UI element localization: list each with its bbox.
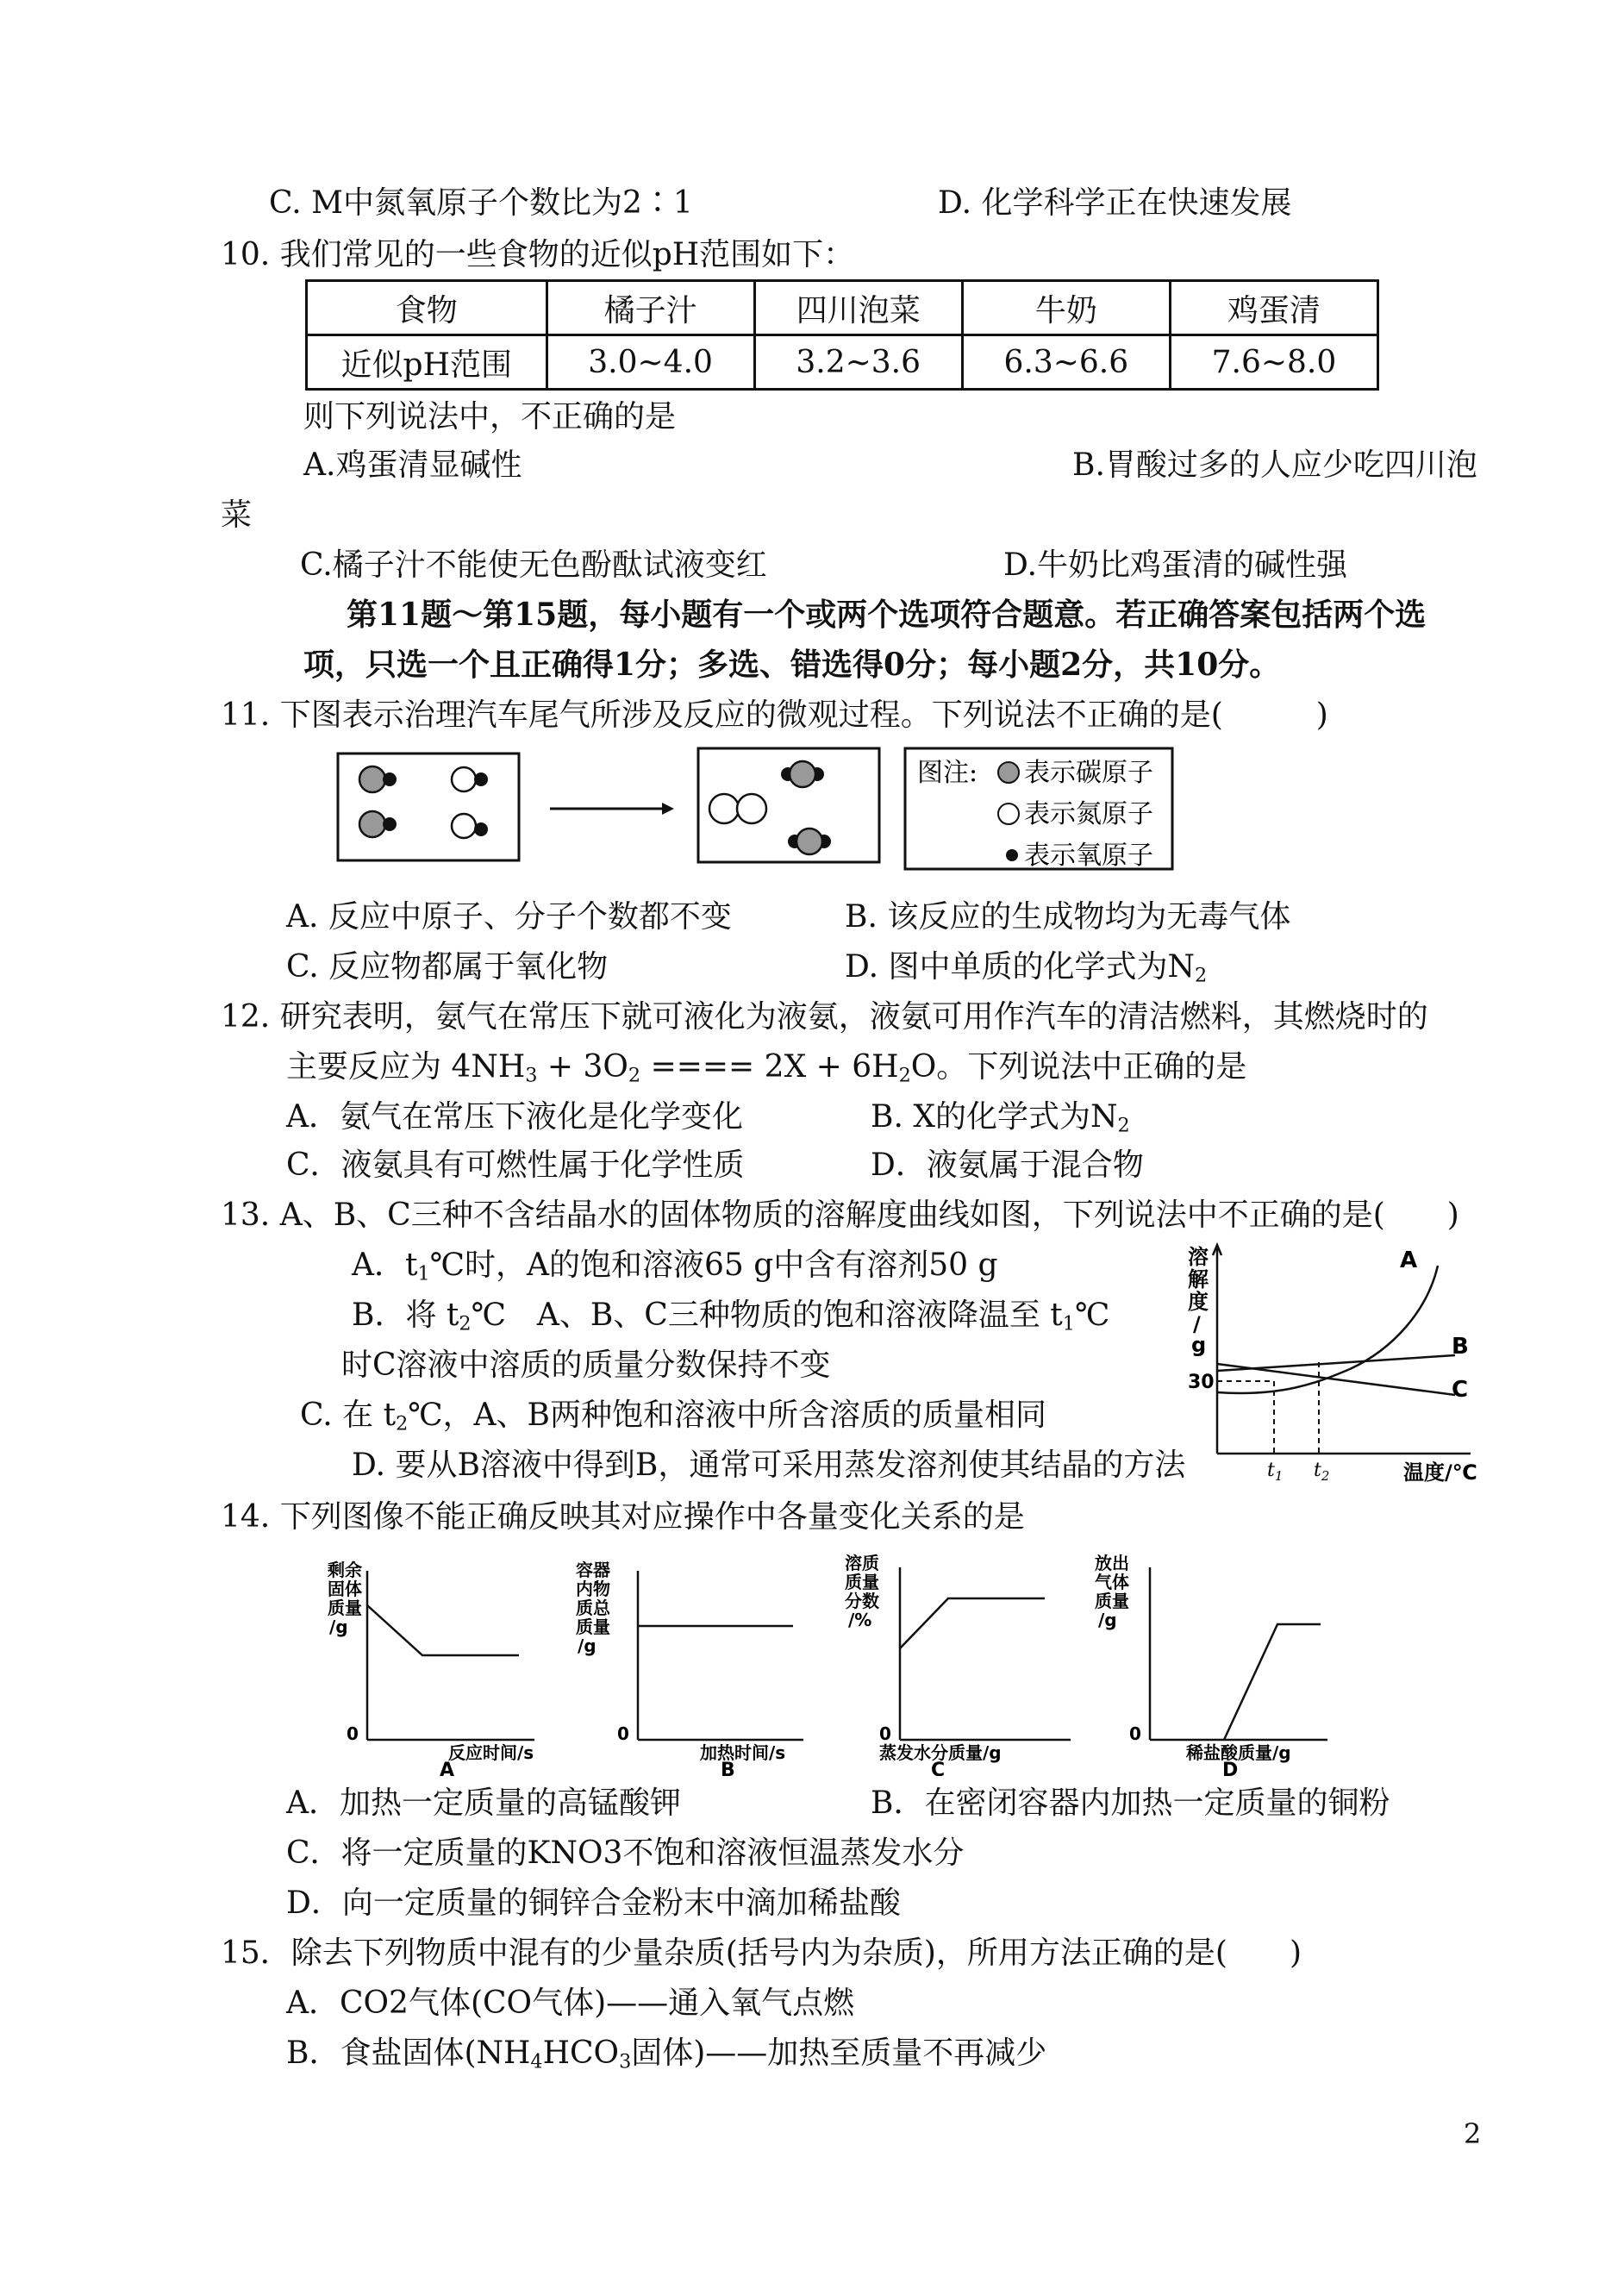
- graph-ylabel-char: g: [1191, 1333, 1207, 1357]
- q13-text: C. 在 t: [300, 1398, 397, 1433]
- nitrogen-atom-icon: [998, 804, 1019, 824]
- graph-line: [900, 1598, 1045, 1648]
- graph-ylabel-line: 内物: [576, 1579, 610, 1599]
- ph-table: [305, 279, 1379, 391]
- carbon-atom-icon: [998, 762, 1019, 783]
- q10-option-b: B.胃酸过多的人应少吃四川泡: [1072, 447, 1477, 483]
- graph-ylabel-line: 溶质: [845, 1554, 879, 1573]
- ph-table-cell: 牛奶: [962, 281, 1170, 335]
- graph-line: [367, 1605, 519, 1655]
- graph-ylabel-line: 气体: [1095, 1572, 1129, 1592]
- q15-option-a: A．CO2气体(CO气体)——通入氧气点燃: [286, 1985, 855, 2021]
- legend-carbon: 表示碳原子: [1024, 758, 1153, 788]
- q14-graph-a: [328, 1560, 578, 1776]
- q13-stem: 13. A、B、C三种不含结晶水的固体物质的溶解度曲线如图，下列说法中不正确的是( ): [221, 1198, 1459, 1233]
- legend-nitrogen: 表示氮原子: [1024, 799, 1153, 829]
- ph-table-cell: 四川泡菜: [754, 281, 962, 335]
- graph-ylabel-line: 质量: [1095, 1591, 1129, 1611]
- solubility-curve-graph: [1186, 1241, 1531, 1491]
- curve-label-c: C: [1452, 1377, 1469, 1403]
- x-tick-t2: [1314, 1460, 1329, 1484]
- subscript: 2: [459, 1312, 472, 1335]
- q12-option-c: C．液氨具有可燃性属于化学性质: [286, 1148, 745, 1183]
- q14-graph-b: [576, 1560, 834, 1776]
- graph-ylabel-line: /g: [578, 1635, 597, 1656]
- t2-subscript: 2: [1321, 1468, 1330, 1484]
- graph-ylabel-line: 质总: [576, 1598, 610, 1618]
- oxygen-atom-icon: [474, 772, 488, 786]
- subscript: 2: [898, 1064, 911, 1087]
- q11-reaction-diagram: [336, 747, 1250, 876]
- graph-letter: A: [440, 1760, 455, 1776]
- q14-option-b: B．在密闭容器内加热一定质量的铜粉: [871, 1785, 1390, 1821]
- section-instructions-line1: 第11题～第15题，每小题有一个或两个选项符合题意。若正确答案包括两个选: [347, 597, 1427, 633]
- graph-ylabel-char: 溶: [1188, 1245, 1209, 1269]
- ph-table-cell: 鸡蛋清: [1170, 281, 1377, 335]
- q15-text: B．食盐固体(NH: [286, 2035, 531, 2071]
- q13-option-a: [352, 1247, 998, 1285]
- q13-text: ℃时，A的饱和溶液65 g中含有溶剂50 g: [429, 1248, 998, 1283]
- q12-option-a: A．氨气在常压下液化是化学变化: [286, 1099, 743, 1135]
- curve-label-a: A: [1400, 1248, 1418, 1273]
- t1-subscript: 1: [1274, 1468, 1284, 1484]
- q15-stem: 15．除去下列物质中混有的少量杂质(括号内为杂质)，所用方法正确的是( ): [221, 1935, 1302, 1971]
- q13-text: A．t: [352, 1248, 418, 1283]
- legend-oxygen: 表示氧原子: [1024, 841, 1153, 871]
- q12-text: 主要反应为 4NH: [286, 1049, 526, 1085]
- graph-ylabel-line: 固体: [328, 1579, 362, 1599]
- q12-stem-line1: 12. 研究表明，氨气在常压下就可液化为液氨，液氨可用作汽车的清洁燃料，其燃烧时的: [221, 999, 1428, 1035]
- nitrogen-atom-icon: [737, 794, 766, 823]
- q10-stem: 10. 我们常见的一些食物的近似pH范围如下：: [221, 237, 855, 272]
- q12-option-d: D．液氨属于混合物: [871, 1148, 1144, 1183]
- q15-option-b: [286, 2035, 1046, 2073]
- curve-label-b: B: [1452, 1334, 1469, 1360]
- ph-table-cell: 食物: [307, 281, 547, 335]
- nitrogen-atom-icon: [452, 767, 476, 791]
- curve-a: [1217, 1266, 1438, 1393]
- ph-table-cell: 3.2~3.6: [754, 335, 962, 390]
- graph-ylabel-line: 质量: [328, 1598, 362, 1618]
- graph-ylabel-char: 度: [1188, 1290, 1209, 1314]
- x-axis-label: 稀盐酸质量/g: [1186, 1742, 1291, 1763]
- q13-text: ℃，A、B两种饱和溶液中所含溶质的质量相同: [408, 1398, 1046, 1433]
- q10-question: 则下列说法中，不正确的是: [303, 399, 677, 435]
- x-axis-label: 温度/℃: [1403, 1460, 1477, 1485]
- carbon-atom-icon: [359, 811, 385, 837]
- carbon-atom-icon: [790, 761, 815, 787]
- graph-ylabel-line: /g: [329, 1617, 348, 1637]
- page-number: 2: [1464, 2117, 1482, 2150]
- ph-table-cell: 橘子汁: [547, 281, 754, 335]
- subscript: 2: [628, 1064, 641, 1087]
- q11-option-d: [845, 948, 1207, 987]
- q13-text: ℃ A、B、C三种物质的饱和溶液降温至 t: [471, 1298, 1063, 1333]
- t2-label: t: [1314, 1460, 1321, 1481]
- q12-text: + 3O: [537, 1049, 628, 1085]
- q13-text: ℃: [1074, 1298, 1110, 1333]
- ph-table-header-row: [307, 281, 1378, 335]
- origin-label: 0: [879, 1723, 891, 1744]
- q11-option-a: A. 反应中原子、分子个数都不变: [286, 899, 732, 935]
- q10-option-d: D.牛奶比鸡蛋清的碱性强: [1003, 547, 1348, 583]
- ph-table-value-row: [307, 335, 1378, 390]
- oxygen-atom-icon: [383, 817, 397, 831]
- q12-text: O。下列说法中正确的是: [910, 1049, 1247, 1085]
- x-axis-label: 反应时间/s: [448, 1742, 534, 1763]
- subscript: 1: [1062, 1312, 1075, 1335]
- graph-letter: C: [931, 1760, 946, 1776]
- q14-option-a: A．加热一定质量的高锰酸钾: [286, 1785, 681, 1821]
- q12-text: ==== 2X + 6H: [640, 1049, 899, 1085]
- q10-option-a: A.鸡蛋清显碱性: [303, 447, 522, 483]
- q13-text: B．将 t: [352, 1298, 459, 1333]
- graph-ylabel-line: /g: [1098, 1610, 1117, 1630]
- q13-option-c: [300, 1397, 1046, 1435]
- q13-option-b-wrap: 时C溶液中溶质的质量分数保持不变: [341, 1348, 831, 1383]
- carbon-atom-icon: [359, 766, 385, 792]
- origin-label: 0: [617, 1723, 629, 1744]
- q12-stem-line2: [286, 1048, 1246, 1087]
- q11-option-d-text: D. 图中单质的化学式为N: [845, 949, 1195, 985]
- x-axis-label: 蒸发水分质量/g: [879, 1742, 1002, 1763]
- q11-stem: 11. 下图表示治理汽车尾气所涉及反应的微观过程。下列说法不正确的是( ): [221, 697, 1328, 733]
- oxygen-atom-icon: [474, 822, 488, 836]
- q12-option-b-text: B. X的化学式为N: [871, 1099, 1118, 1135]
- ph-table-cell: 3.0~4.0: [547, 335, 754, 390]
- ph-table-cell: 6.3~6.6: [962, 335, 1170, 390]
- subscript: 3: [525, 1064, 538, 1087]
- oxygen-atom-icon: [1006, 849, 1018, 861]
- x-tick-t1: [1267, 1460, 1283, 1484]
- q13-option-d: D. 要从B溶液中得到B，通常可采用蒸发溶剂使其结晶的方法: [352, 1448, 1186, 1483]
- subscript: 4: [530, 2050, 543, 2073]
- q14-option-c: C．将一定质量的KNO3不饱和溶液恒温蒸发水分: [286, 1835, 965, 1871]
- q14-graph-c: [845, 1554, 1103, 1776]
- arrowhead-icon: [662, 803, 674, 815]
- graph-ylabel-line: 分数: [845, 1591, 879, 1611]
- graph-ylabel-line: 容器: [576, 1560, 610, 1580]
- graph-ylabel-line: 质量: [576, 1617, 610, 1637]
- q12-option-b: [871, 1098, 1130, 1137]
- ph-table-cell: 7.6~8.0: [1170, 335, 1377, 390]
- graph-line: [1224, 1624, 1321, 1740]
- section-instructions-line2: 项，只选一个且正确得1分；多选、错选得0分；每小题2分，共10分。: [303, 647, 1281, 683]
- graph-ylabel-line: 放出: [1095, 1554, 1129, 1573]
- q10-option-c: C.橘子汁不能使无色酚酞试液变红: [300, 547, 767, 583]
- graph-ylabel-char: 解: [1188, 1267, 1209, 1291]
- subscript: 2: [1117, 1114, 1130, 1137]
- origin-label: 0: [1129, 1723, 1141, 1744]
- nitrogen-atom-icon: [452, 814, 476, 838]
- curve-c: [1217, 1364, 1455, 1395]
- subscript: 3: [619, 2050, 632, 2073]
- y-tick-30: 30: [1188, 1372, 1215, 1393]
- subscript: 2: [1194, 964, 1208, 987]
- graph-ylabel-line: 质量: [845, 1572, 879, 1592]
- oxygen-atom-icon: [383, 772, 397, 786]
- q14-option-d: D．向一定质量的铜锌合金粉末中滴加稀盐酸: [286, 1885, 901, 1921]
- carbon-atom-icon: [796, 829, 822, 854]
- q15-text: HCO: [542, 2035, 620, 2071]
- ph-table-cell: 近似pH范围: [307, 335, 547, 390]
- graph-ylabel-line: 剩余: [328, 1560, 362, 1580]
- q11-option-b: B. 该反应的生成物均为无毒气体: [845, 899, 1291, 935]
- legend-title: 图注:: [917, 758, 978, 788]
- graph-letter: B: [721, 1760, 735, 1776]
- q14-graph-d: [1095, 1554, 1353, 1776]
- q11-option-c: C. 反应物都属于氧化物: [286, 949, 609, 985]
- q9-option-c: C. M中氮氧原子个数比为2∶1: [269, 185, 693, 221]
- q10-option-b-wrap: 菜: [221, 497, 253, 533]
- q13-option-b: [352, 1297, 1109, 1335]
- q9-option-d: D. 化学科学正在快速发展: [938, 185, 1292, 221]
- graph-ylabel-line: /%: [848, 1610, 872, 1630]
- subscript: 2: [396, 1412, 409, 1435]
- nitrogen-atom-icon: [709, 794, 739, 823]
- t1-label: t: [1267, 1460, 1275, 1481]
- q14-stem: 14. 下列图像不能正确反映其对应操作中各量变化关系的是: [221, 1499, 1025, 1535]
- origin-label: 0: [347, 1723, 359, 1744]
- q15-text: 固体)——加热至质量不再减少: [631, 2035, 1047, 2071]
- graph-letter: D: [1222, 1760, 1239, 1776]
- x-axis-label: 加热时间/s: [700, 1742, 786, 1763]
- subscript: 1: [417, 1262, 430, 1285]
- graph-ylabel-char: /: [1193, 1312, 1201, 1336]
